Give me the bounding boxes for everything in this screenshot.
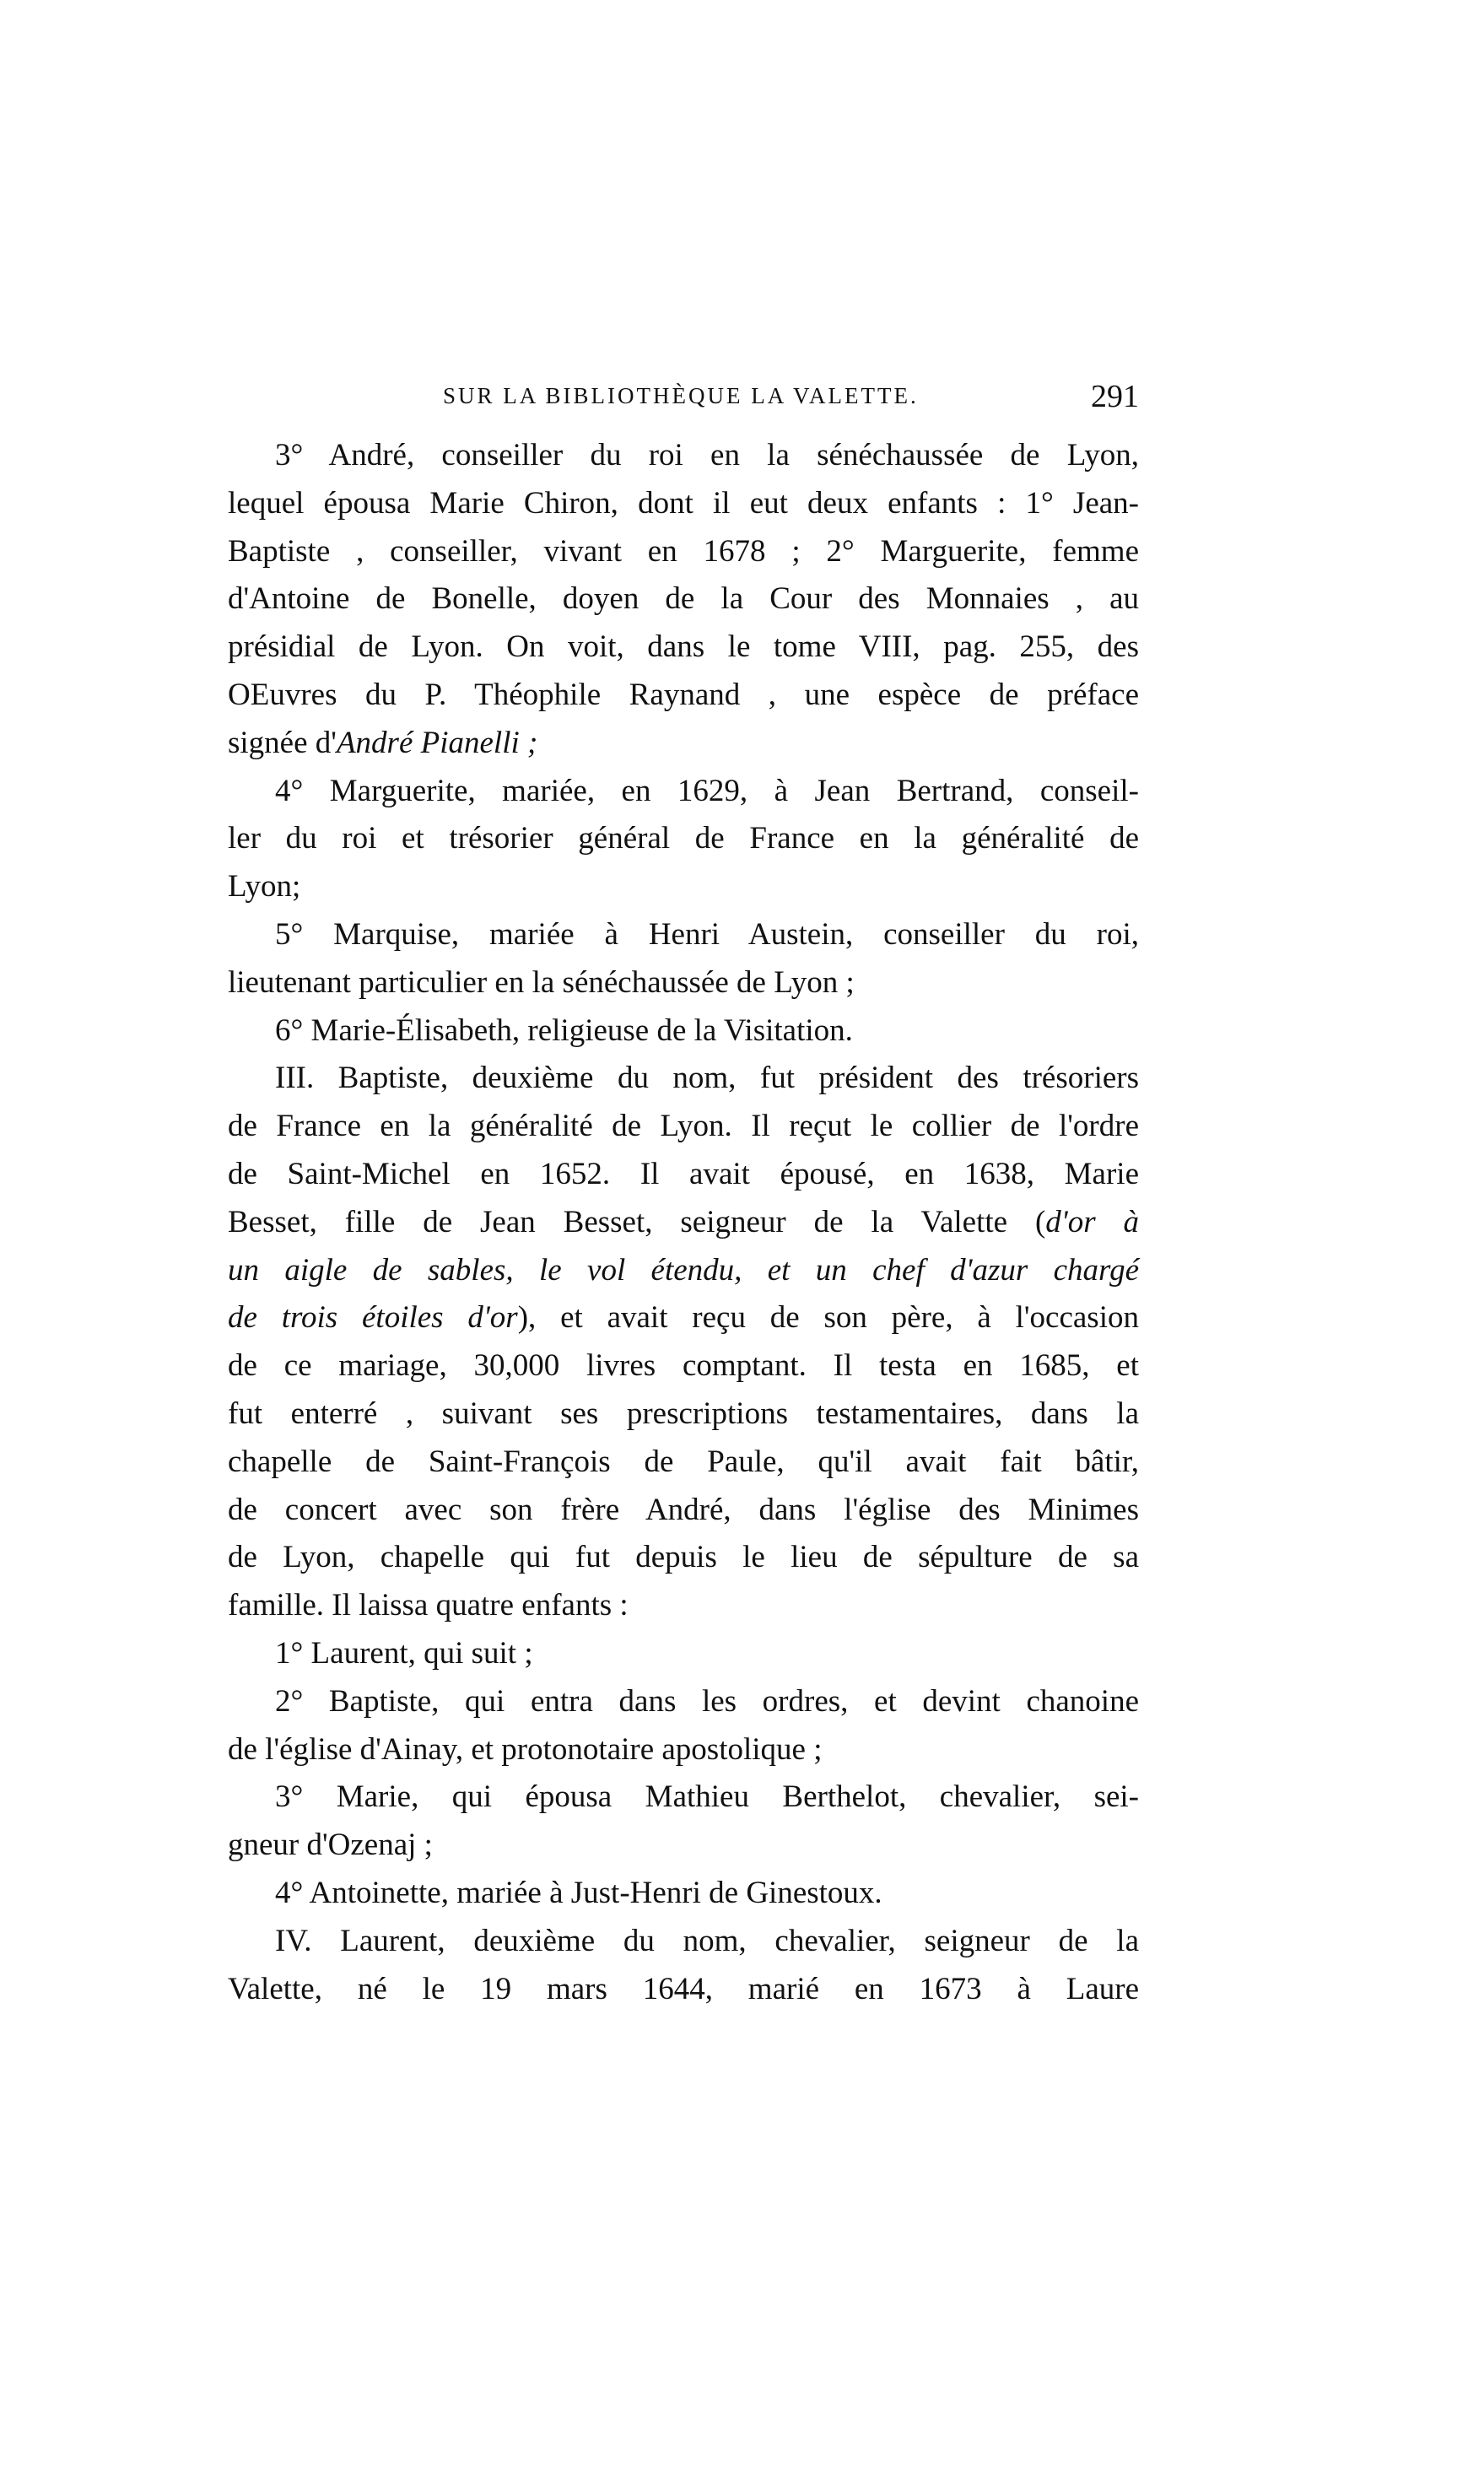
italic-text: de trois étoiles d'or <box>228 1300 518 1336</box>
text-line <box>228 959 1139 1007</box>
text-line <box>228 1582 1139 1630</box>
paragraph <box>228 1630 1139 1678</box>
text-segment: chapelle de Saint-François de Paule, qu'il avait fait bâtir, <box>228 1444 1139 1479</box>
paragraph <box>228 911 1139 1007</box>
text-segment: 5° Marquise, mariée à Henri Austein, conseiller du roi, <box>275 916 1139 952</box>
text-segment: ler du roi et trésorier général de France en la généralité de <box>228 821 1139 856</box>
paragraph <box>228 1918 1139 2014</box>
text-line <box>228 1534 1139 1582</box>
text-segment: fut enterré , suivant ses prescriptions testamentaires, dans la <box>228 1396 1139 1431</box>
text-line <box>228 720 1139 768</box>
text-line <box>228 1918 1139 1966</box>
text-segment: 6° Marie-Élisabeth, religieuse de la Visitation. <box>275 1012 853 1048</box>
text-segment: Besset, fille de Jean Besset, seigneur de la Valette ( <box>228 1204 1046 1239</box>
text-line <box>228 1294 1139 1342</box>
text-segment: ), et avait reçu de son père, à l'occasion <box>517 1300 1139 1336</box>
text-line <box>228 768 1139 816</box>
paragraph <box>228 1007 1139 1056</box>
text-line <box>228 1199 1139 1247</box>
text-segment: présidial de Lyon. On voit, dans le tome VIII, pag. 255, des <box>228 629 1139 665</box>
text-segment: de France en la généralité de Lyon. Il reçut le collier de l'ordre <box>228 1109 1139 1144</box>
text-line <box>228 1774 1139 1822</box>
text-segment: de Lyon, chapelle qui fut depuis le lieu de sépulture de sa <box>228 1540 1139 1575</box>
text-segment: lieutenant particulier en la sénéchaussée de Lyon ; <box>228 964 855 1000</box>
text-line <box>228 1439 1139 1487</box>
text-line <box>228 1822 1139 1870</box>
italic-text: un aigle de sables, le vol étendu, et un chef d'azur chargé <box>228 1252 1139 1288</box>
text-segment: d'Antoine de Bonelle, doyen de la Cour des Monnaies , au <box>228 581 1139 617</box>
text-line <box>228 432 1139 480</box>
text-line <box>228 624 1139 672</box>
text-line <box>228 528 1139 576</box>
text-segment: 4° Antoinette, mariée à Just-Henri de Ginestoux. <box>275 1875 882 1910</box>
text-line <box>228 575 1139 624</box>
text-segment: famille. Il laissa quatre enfants : <box>228 1588 629 1623</box>
text-line <box>228 815 1139 863</box>
text-line <box>228 863 1139 911</box>
text-line <box>228 1151 1139 1199</box>
paragraph <box>228 1870 1139 1918</box>
text-line <box>228 672 1139 720</box>
text-segment: lequel épousa Marie Chiron, dont il eut deux enfants : 1° Jean- <box>228 485 1139 521</box>
paragraph <box>228 432 1139 768</box>
text-segment: Valette, né le 19 mars 1644, marié en 1673 à Laure <box>228 1971 1139 2006</box>
text-line <box>228 1678 1139 1726</box>
text-segment: signée d' <box>228 725 337 760</box>
italic-text: André Pianelli ; <box>336 725 538 760</box>
text-segment: 3° André, conseiller du roi en la sénéchaussée de Lyon, <box>275 438 1139 472</box>
text-segment: Lyon; <box>228 869 301 904</box>
text-segment: de l'église d'Ainay, et protonotaire apostolique ; <box>228 1731 823 1767</box>
page-body <box>228 432 1139 2013</box>
page-header <box>228 380 1139 422</box>
text-segment: IV. Laurent, deuxième du nom, chevalier, seigneur de la <box>275 1923 1139 1958</box>
text-segment: de concert avec son frère André, dans l'église des Minimes <box>228 1492 1139 1527</box>
running-title: SUR LA BIBLIOTHÈQUE LA VALETTE. <box>443 383 919 408</box>
text-segment: de Saint-Michel en 1652. Il avait épousé, en 1638, Marie <box>228 1156 1139 1191</box>
text-line <box>228 1390 1139 1439</box>
paragraph <box>228 768 1139 911</box>
text-segment: Baptiste , conseiller, vivant en 1678 ; 2° Marguerite, femme <box>228 533 1139 569</box>
text-segment: 4° Marguerite, mariée, en 1629, à Jean Bertrand, conseil- <box>275 773 1139 808</box>
text-segment: OEuvres du P. Théophile Raynand , une espèce de préface <box>228 677 1139 712</box>
text-segment: 1° Laurent, qui suit ; <box>275 1635 533 1671</box>
text-line <box>228 1966 1139 2014</box>
paragraph <box>228 1774 1139 1870</box>
text-line <box>228 1630 1139 1678</box>
text-line <box>228 1870 1139 1918</box>
text-line <box>228 911 1139 959</box>
text-line <box>228 1055 1139 1103</box>
text-line <box>228 1103 1139 1151</box>
text-segment: gneur d'Ozenaj ; <box>228 1828 433 1863</box>
text-line <box>228 1247 1139 1295</box>
text-line <box>228 1726 1139 1774</box>
text-line <box>228 1342 1139 1390</box>
paragraph <box>228 1055 1139 1630</box>
page-number: 291 <box>1091 379 1139 414</box>
paragraph <box>228 1678 1139 1774</box>
text-segment: 3° Marie, qui épousa Mathieu Berthelot, chevalier, sei- <box>275 1779 1139 1815</box>
text-line <box>228 480 1139 528</box>
text-segment: 2° Baptiste, qui entra dans les ordres, et devint chanoine <box>275 1683 1139 1719</box>
text-segment: de ce mariage, 30,000 livres comptant. Il testa en 1685, et <box>228 1348 1139 1384</box>
text-line <box>228 1007 1139 1056</box>
italic-text: d'or à <box>1045 1204 1139 1239</box>
text-line <box>228 1487 1139 1535</box>
text-segment: III. Baptiste, deuxième du nom, fut président des trésoriers <box>275 1061 1139 1096</box>
